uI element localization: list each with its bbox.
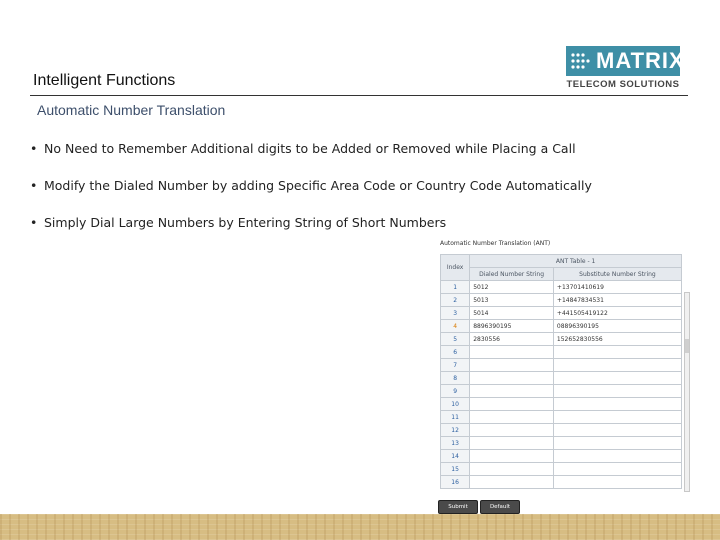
logo-wordmark: MATRIX	[596, 48, 685, 73]
substitute-number-cell[interactable]	[553, 411, 681, 424]
table-row	[441, 372, 682, 385]
ant-table	[440, 254, 682, 489]
row-index: 12	[441, 424, 470, 437]
substitute-number-cell[interactable]	[553, 424, 681, 437]
dialed-number-cell[interactable]	[470, 463, 554, 476]
row-index: 4	[441, 320, 470, 333]
row-index: 14	[441, 450, 470, 463]
feature-item	[30, 178, 592, 194]
page-title: Intelligent Functions	[33, 72, 176, 89]
substitute-number-cell[interactable]: 08896390195	[553, 320, 681, 333]
logo-dots-icon	[570, 52, 594, 70]
logo-tagline: TELECOM SOLUTIONS	[566, 79, 680, 90]
feature-item	[30, 141, 592, 157]
feature-text: No Need to Remember Additional digits to be Added or Removed while Placing a Call	[44, 141, 576, 156]
row-index: 11	[441, 411, 470, 424]
dialed-number-cell[interactable]	[470, 359, 554, 372]
row-index: 2	[441, 294, 470, 307]
table-row	[441, 281, 682, 294]
row-index: 3	[441, 307, 470, 320]
scrollbar-thumb[interactable]	[685, 339, 689, 353]
table-row	[441, 346, 682, 359]
table-row	[441, 424, 682, 437]
bullet-icon: •	[30, 215, 38, 230]
table-row	[441, 437, 682, 450]
matrix-logo	[566, 46, 685, 90]
table-row	[441, 307, 682, 320]
table-row	[441, 476, 682, 489]
table-row	[441, 450, 682, 463]
row-index: 8	[441, 372, 470, 385]
table-row	[441, 333, 682, 346]
ant-table-title: ANT Table - 1	[470, 255, 682, 268]
substitute-number-cell[interactable]: +441505419122	[553, 307, 681, 320]
feature-list	[30, 141, 592, 252]
substitute-header: Substitute Number String	[553, 268, 681, 281]
default-button[interactable]: Default	[480, 500, 520, 514]
table-row	[441, 463, 682, 476]
substitute-number-cell[interactable]	[553, 450, 681, 463]
row-index: 1	[441, 281, 470, 294]
bullet-icon: •	[30, 141, 38, 156]
substitute-number-cell[interactable]: +13701410619	[553, 281, 681, 294]
dialed-number-cell[interactable]	[470, 437, 554, 450]
table-scrollbar[interactable]	[684, 292, 690, 492]
row-index: 10	[441, 398, 470, 411]
wood-floor-strip	[0, 514, 720, 540]
row-index: 5	[441, 333, 470, 346]
dialed-number-cell[interactable]: 8896390195	[470, 320, 554, 333]
dialed-number-cell[interactable]: 5013	[470, 294, 554, 307]
substitute-number-cell[interactable]: 152652830556	[553, 333, 681, 346]
substitute-number-cell[interactable]	[553, 437, 681, 450]
row-index: 9	[441, 385, 470, 398]
table-row	[441, 320, 682, 333]
dialed-number-cell[interactable]: 2830556	[470, 333, 554, 346]
submit-button[interactable]: Submit	[438, 500, 478, 514]
row-index: 6	[441, 346, 470, 359]
logo-badge	[566, 46, 685, 76]
substitute-number-cell[interactable]: +14847834531	[553, 294, 681, 307]
row-index: 13	[441, 437, 470, 450]
dialed-number-cell[interactable]	[470, 346, 554, 359]
dialed-number-cell[interactable]	[470, 385, 554, 398]
dialed-number-cell[interactable]: 5012	[470, 281, 554, 294]
page-subtitle: Automatic Number Translation	[37, 102, 226, 118]
dialed-number-cell[interactable]	[470, 372, 554, 385]
substitute-number-cell[interactable]	[553, 385, 681, 398]
substitute-number-cell[interactable]	[553, 463, 681, 476]
ant-page-title: Automatic Number Translation (ANT)	[440, 240, 551, 247]
row-index: 15	[441, 463, 470, 476]
dialed-number-cell[interactable]	[470, 450, 554, 463]
feature-item	[30, 215, 592, 231]
ant-screenshot	[438, 238, 690, 514]
dialed-number-cell[interactable]: 5014	[470, 307, 554, 320]
feature-text: Modify the Dialed Number by adding Specific Area Code or Country Code Automatically	[44, 178, 592, 193]
substitute-number-cell[interactable]	[553, 398, 681, 411]
index-header: Index	[441, 255, 470, 281]
row-index: 16	[441, 476, 470, 489]
dialed-number-cell[interactable]	[470, 398, 554, 411]
table-row	[441, 385, 682, 398]
feature-text: Simply Dial Large Numbers by Entering String of Short Numbers	[44, 215, 447, 230]
title-divider	[30, 95, 688, 96]
table-row	[441, 294, 682, 307]
row-index: 7	[441, 359, 470, 372]
substitute-number-cell[interactable]	[553, 346, 681, 359]
substitute-number-cell[interactable]	[553, 476, 681, 489]
dialed-number-cell[interactable]	[470, 476, 554, 489]
table-row	[441, 359, 682, 372]
table-row	[441, 398, 682, 411]
bullet-icon: •	[30, 178, 38, 193]
dialed-header: Dialed Number String	[470, 268, 554, 281]
substitute-number-cell[interactable]	[553, 359, 681, 372]
dialed-number-cell[interactable]	[470, 411, 554, 424]
substitute-number-cell[interactable]	[553, 372, 681, 385]
dialed-number-cell[interactable]	[470, 424, 554, 437]
table-row	[441, 411, 682, 424]
